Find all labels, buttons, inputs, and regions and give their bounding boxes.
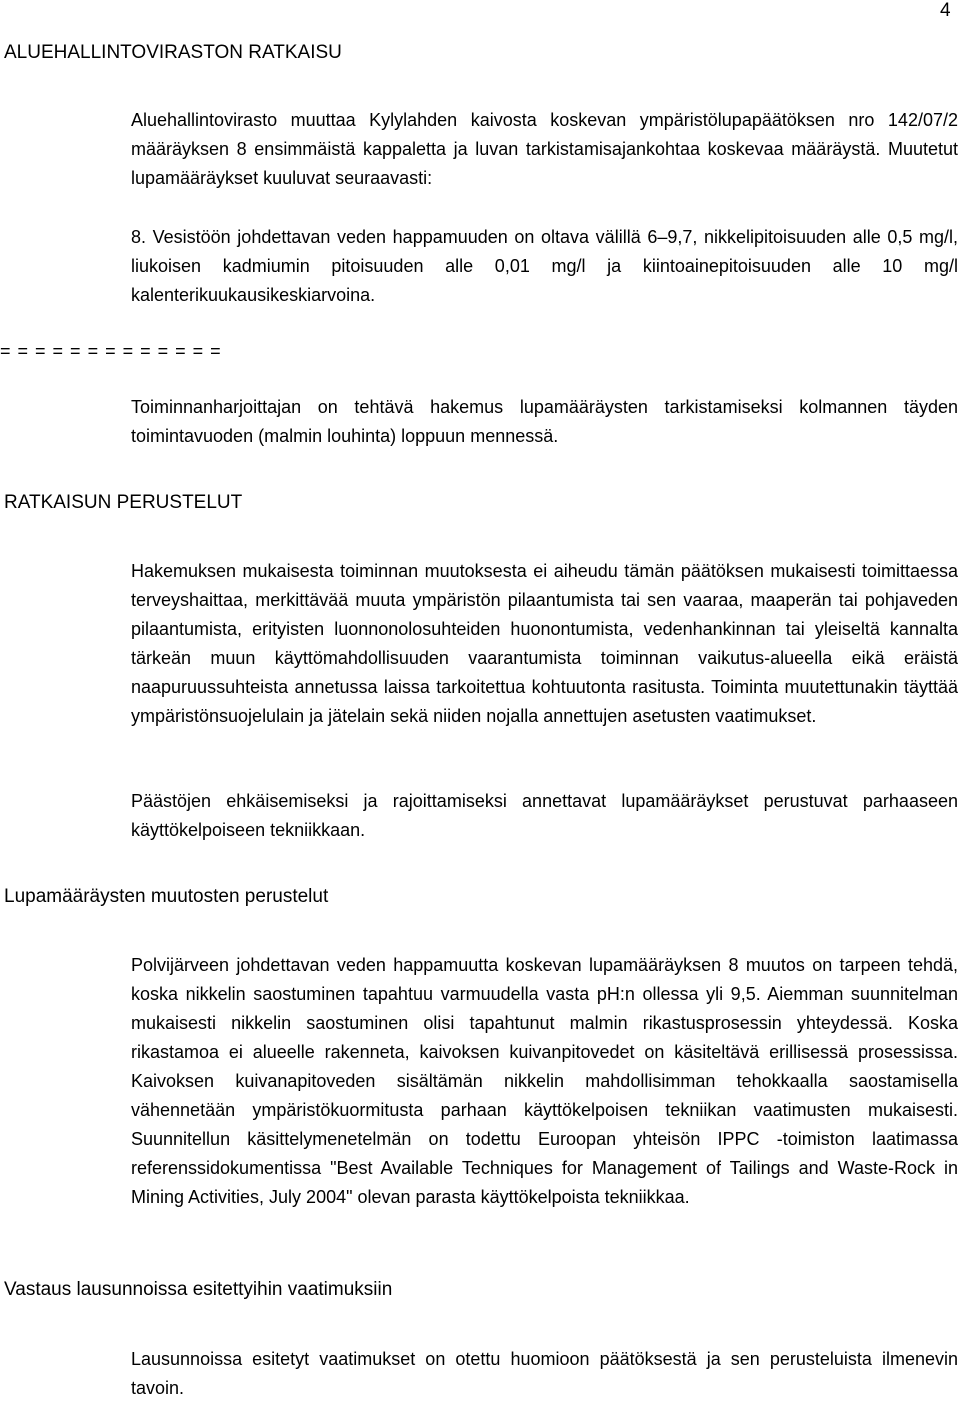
review-condition-paragraph (131, 393, 958, 451)
response-heading: Vastaus lausunnoissa esitettyihin vaatimuksiin (4, 1279, 393, 1300)
section-separator: = = = = = = = = = = = = = (0, 341, 222, 361)
condition-8-text: 8. Vesistöön johdettavan veden happamuuden on oltava välillä 6–9,7, nikkelipitoisuuden alle 0,5 mg/l, liukoisen kadmiumin pitoisuuden alle 0,01 mg/l ja kiintoainepitoisuuden alle 10 mg/l kalenterikuukausikeskiarvoina. (131, 227, 958, 305)
grounds-paragraph-1 (131, 557, 958, 731)
grounds-heading: RATKAISUN PERUSTELUT (4, 492, 243, 513)
changes-paragraph-1 (131, 951, 958, 1212)
page-number: 4 (940, 0, 951, 21)
response-text-1: Lausunnoissa esitetyt vaatimukset on otettu huomioon päätöksestä ja sen perusteluista ilmenevin tavoin. (131, 1349, 958, 1398)
changes-text-1: Polvijärveen johdettavan veden happamuutta koskevan lupamääräyksen 8 muutos on tarpeen tehdä, koska nikkelin saostuminen tapahtuu varmuudella vasta pH:n ollessa yli 9,5. Aiemman suunnitelman mukaisesti nikkelin saostuminen olisi tapahtunut malmin rikastusprosessin yhteydessä. Koska rikastamoa ei alueelle rakenneta, kaivoksen kuivanpitovedet on käsiteltävä erillisessä prosessissa. Kaivoksen kuivanapitoveden sisältämän nikkelin mahdollisimman tehokkaalla saostamisella vähennetään ympäristökuormitusta parhaan käyttökelpoisen tekniikan vaatimusten mukaisesti. Suunnitellun käsittelymenetelmän on todettu Euroopan yhteisön IPPC -toimiston laatimassa referenssidokumentissa "Best Available Techniques for Management of Tailings and Waste-Rock in Mining Activities, July 2004" olevan parasta käyttökelpoista tekniikkaa. (131, 955, 958, 1207)
grounds-text-1: Hakemuksen mukaisesta toiminnan muutoksesta ei aiheudu tämän päätöksen mukaisesti toimittaessa terveyshaittaa, merkittävää muuta ympäristön pilaantumista tai sen vaaraa, maaperän tai pohjaveden pilaantumista, erityisten luonnonolosuhteiden huonontumista, vedenhankinnan tai yleiseltä kannalta tärkeän muun käyttömahdollisuuden vaarantumista toiminnan vaikutus-alueella eikä eräistä naapuruussuhteista annetussa laissa tarkoitettua kohtuutonta rasitusta. Toiminta muutettunakin täyttää ympäristönsuojelulain ja jätelain sekä niiden nojalla annettujen asetusten vaatimukset. (131, 561, 958, 726)
changes-heading: Lupamääräysten muutosten perustelut (4, 886, 329, 907)
grounds-text-2: Päästöjen ehkäisemiseksi ja rajoittamiseksi annettavat lupamääräykset perustuvat parhaaseen käyttökelpoiseen tekniikkaan. (131, 791, 958, 840)
decision-heading: ALUEHALLINTOVIRASTON RATKAISU (4, 42, 342, 63)
condition-8-paragraph (131, 223, 958, 310)
decision-intro-text: Aluehallintovirasto muuttaa Kylylahden kaivosta koskevan ympäristölupapäätöksen nro 142/07/2 määräyksen 8 ensimmäistä kappaletta ja luvan tarkistamisajankohtaa koskevaa määräystä. Muutetut lupamääräykset kuuluvat seuraavasti: (131, 110, 958, 188)
response-paragraph-1 (131, 1345, 958, 1403)
grounds-paragraph-2 (131, 787, 958, 845)
decision-intro-paragraph (131, 106, 958, 193)
review-condition-text: Toiminnanharjoittajan on tehtävä hakemus lupamääräysten tarkistamiseksi kolmannen täyden toimintavuoden (malmin louhinta) loppuun mennessä. (131, 397, 958, 446)
